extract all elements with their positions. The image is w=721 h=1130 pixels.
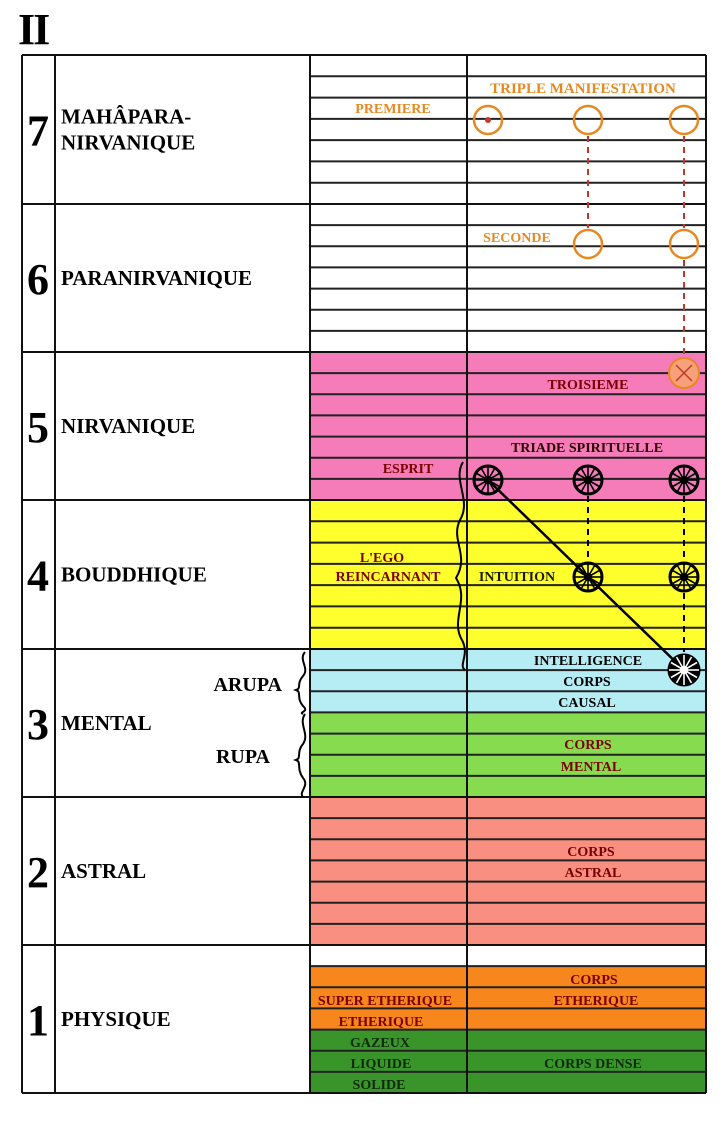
premiere-label: PREMIERE xyxy=(355,102,431,117)
plane-name-5: NIRVANIQUE xyxy=(61,414,196,438)
corps-causal-label-1: CORPS xyxy=(563,675,611,690)
plane-name-3: MENTAL xyxy=(61,711,152,735)
plane-number-7: 7 xyxy=(27,106,49,156)
corps-dense-label: CORPS DENSE xyxy=(544,1057,642,1072)
corps-astral-label-1: CORPS xyxy=(567,845,615,860)
triple-manifestation-label: TRIPLE MANIFESTATION xyxy=(490,81,676,97)
corps-etherique-label-1: CORPS xyxy=(570,973,618,988)
plane-number-3: 3 xyxy=(27,700,49,749)
band-fill-physical-top xyxy=(310,945,706,966)
ego-label-2: REINCARNANT xyxy=(335,570,441,585)
seconde-circle-2 xyxy=(670,230,698,258)
plane-name-1: PHYSIQUE xyxy=(61,1007,171,1031)
intelligence-label: INTELLIGENCE xyxy=(533,654,643,669)
plane-name-7: NIRVANIQUE xyxy=(61,130,196,155)
figure-label: II xyxy=(18,5,49,54)
mental-rupa-label: RUPA xyxy=(215,746,270,768)
intelligence-wheel-hub xyxy=(680,666,688,674)
buddhi-wheel-5-hub xyxy=(584,476,592,484)
band-fill-4 xyxy=(310,797,706,945)
band-fill-0 xyxy=(310,352,706,500)
liquide-label: LIQUIDE xyxy=(350,1057,412,1072)
logos-circle-3 xyxy=(670,106,698,134)
etherique-label: ETHERIQUE xyxy=(338,1015,424,1030)
band-fill-2 xyxy=(310,649,706,712)
plane-number-1: 1 xyxy=(27,996,49,1045)
troisieme-label: TROISIEME xyxy=(547,378,629,393)
corps-mental-label-2: MENTAL xyxy=(560,760,622,775)
buddhi-wheel-5 xyxy=(574,466,602,494)
plane-name-4: BOUDDHIQUE xyxy=(61,562,207,587)
plane-number-5: 5 xyxy=(27,403,49,452)
intuition-wheel xyxy=(574,563,602,591)
logos-circle-2 xyxy=(574,106,602,134)
rupa-brace xyxy=(296,714,305,797)
intuition-wheel-2 xyxy=(670,563,698,591)
atma-wheel xyxy=(474,466,502,494)
plane-name-2: ASTRAL xyxy=(61,859,147,883)
plane-number-6: 6 xyxy=(27,255,49,304)
corps-causal-label-2: CAUSAL xyxy=(558,696,616,711)
intuition-wheel-hub xyxy=(584,573,592,581)
esprit-label: ESPRIT xyxy=(382,462,434,477)
plane-number-2: 2 xyxy=(27,848,49,897)
ego-label-1: L'EGO xyxy=(359,551,405,566)
seconde-circle-1 xyxy=(574,230,602,258)
seconde-label: SECONDE xyxy=(483,231,551,246)
plane-name-6: PARANIRVANIQUE xyxy=(61,266,252,290)
corps-astral-label-2: ASTRAL xyxy=(564,866,622,881)
intuition-label: INTUITION xyxy=(478,570,556,585)
gazeux-label: GAZEUX xyxy=(350,1036,410,1051)
plane-number-4: 4 xyxy=(27,551,49,601)
manas-wheel-5 xyxy=(670,466,698,494)
arupa-brace xyxy=(296,652,305,714)
logos-point xyxy=(485,117,491,123)
super-etherique-label: SUPER ETHERIQUE xyxy=(317,994,453,1009)
intuition-wheel-2-hub xyxy=(680,573,688,581)
intelligence-wheel xyxy=(669,655,699,685)
mental-arupa-label: ARUPA xyxy=(213,674,282,696)
triade-spirituelle-label: TRIADE SPIRITUELLE xyxy=(510,441,664,456)
manas-wheel-5-hub xyxy=(680,476,688,484)
corps-etherique-label-2: ETHERIQUE xyxy=(553,994,639,1009)
corps-mental-label-1: CORPS xyxy=(564,738,612,753)
atma-wheel-hub xyxy=(484,476,492,484)
plane-name-7: MAHÂPARA- xyxy=(61,104,192,129)
solide-label: SOLIDE xyxy=(352,1078,406,1093)
